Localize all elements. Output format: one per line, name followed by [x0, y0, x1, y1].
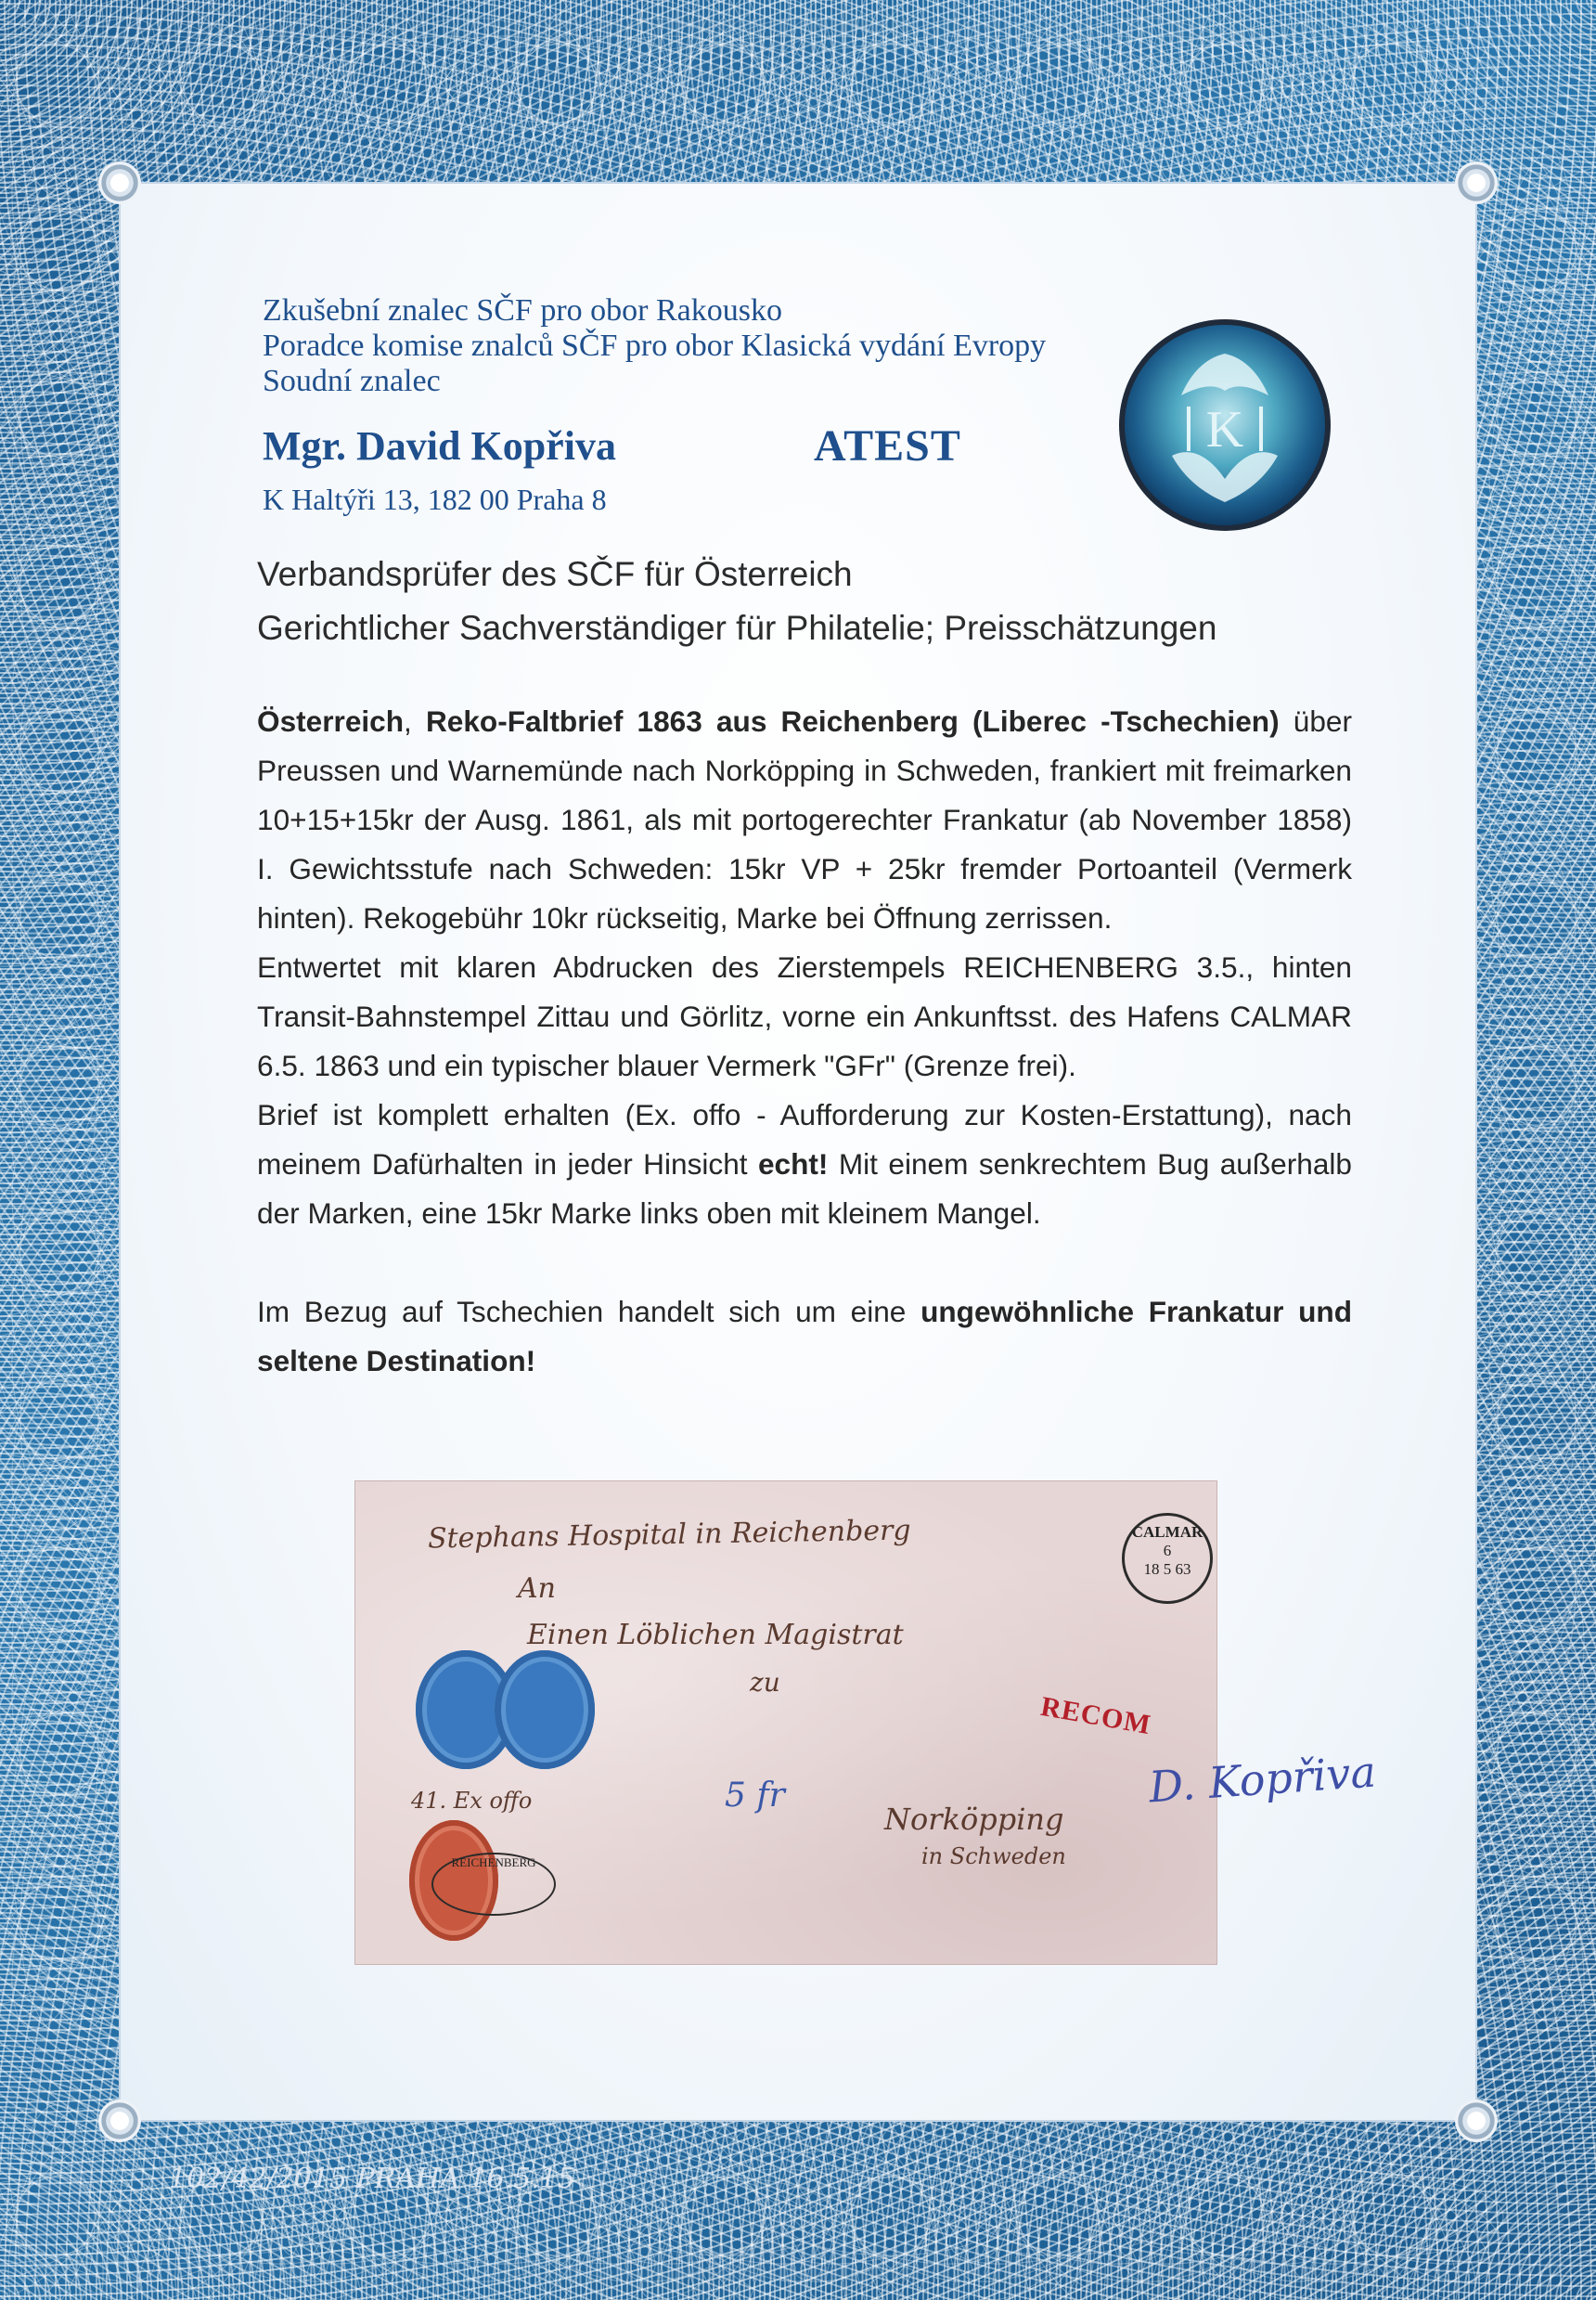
- corner-rosette: [1455, 2100, 1498, 2142]
- cover-zu: zu: [750, 1667, 780, 1698]
- guilloche-rosette: [773, 2099, 1009, 2300]
- country-heading: Österreich: [257, 704, 405, 738]
- cover-photo: [355, 1481, 1216, 1964]
- guilloche-rosette: [606, 0, 842, 201]
- guilloche-rosette: [940, 2099, 1176, 2300]
- guilloche-rosette: [272, 0, 508, 201]
- cancel-text: REICHENBERG: [451, 1855, 536, 1869]
- license-line-1: Verbandsprüfer des SČF für Österreich: [257, 555, 853, 593]
- postmark-town: CALMAR: [1131, 1523, 1203, 1541]
- expert-name: Mgr. David Kopřiva: [263, 423, 616, 469]
- guilloche-rosette: [272, 2099, 508, 2300]
- guilloche-rosette: [105, 0, 341, 201]
- guilloche-rosette: [940, 0, 1176, 201]
- rarity-highlight: ungewöhnliche Frankatur und seltene Destination!: [257, 1295, 1353, 1377]
- postmark-date: 18 5 63: [1143, 1560, 1191, 1578]
- stamp-15kr-blue: [495, 1650, 595, 1769]
- seal-letter: K: [1205, 401, 1244, 459]
- text-span: über Preussen und Warnemünde nach Norköpping in Schweden, frankiert mit freimarken 10+15+15kr der Ausg. 1861, als mit portogerechter Frankatur (ab November 1858) I. Gewichtsstufe nach Schweden: 15kr VP + 25kr fremder Portoanteil (Vermerk hinten). Rekogebühr 10kr rückseitig, Marke bei Öffnung zerrissen.: [257, 704, 1352, 935]
- cover-an: An: [518, 1572, 556, 1605]
- genuine-verdict: echt!: [757, 1147, 829, 1181]
- paragraph-condition: [257, 1091, 1352, 1238]
- expert-address: K Haltýři 13, 182 00 Praha 8: [263, 483, 607, 516]
- calmar-postmark: [1122, 1513, 1213, 1604]
- certificate-body: [257, 697, 1352, 1386]
- cover-destination: Norköpping: [884, 1802, 1064, 1837]
- guilloche-rosette: [439, 2099, 675, 2300]
- certificate-title: ATEST: [814, 421, 961, 471]
- corner-rosette: [98, 162, 141, 204]
- item-heading: Reko-Faltbrief 1863 aus Reichenberg (Liberec -Tschechien): [425, 704, 1280, 738]
- text-span: Brief ist komplett erhalten (Ex. offo - Aufforderung zur Kosten-Erstattung), nach meinem Dafürhalten in jeder Hinsicht: [257, 1098, 1352, 1181]
- guilloche-rosette: [0, 2099, 174, 2300]
- text-span: Mit einem senkrechtem Bug außerhalb der Marken, eine 15kr Marke links oben mit kleinem Mangel.: [257, 1147, 1352, 1230]
- corner-rosette: [98, 2100, 141, 2142]
- paragraph-cancellations: Entwertet mit klaren Abdrucken des Zierstempels REICHENBERG 3.5., hinten Transit-Bahnstempel Zittau und Görlitz, vorne ein Ankunftsst. des Hafens CALMAR 6.5. 1863 und ein typischer blauer Vermerk "GFr" (Grenze frei).: [257, 950, 1352, 1082]
- corner-rosette: [1455, 162, 1498, 204]
- license-line-2: Gerichtlicher Sachverständiger für Philatelie; Preisschätzungen: [257, 609, 1217, 647]
- guilloche-rosette: [439, 0, 675, 201]
- guilloche-rosette: [1107, 0, 1343, 201]
- text-span: ,: [404, 704, 426, 738]
- expert-credential-2: Poradce komise znalců SČF pro obor Klasická vydání Evropy: [263, 329, 1047, 363]
- text-span: Im Bezug auf Tschechien handelt sich um eine: [257, 1295, 921, 1328]
- paragraph-description: [257, 697, 1352, 943]
- paragraph-rarity: [257, 1287, 1352, 1386]
- recom-marking: RECOM: [1038, 1690, 1154, 1741]
- expert-signature: D. Kopřiva: [1147, 1746, 1378, 1813]
- hologram-seal-icon: [1116, 317, 1333, 534]
- postmark-day: 6: [1163, 1542, 1172, 1559]
- reichenberg-cancel: [431, 1853, 556, 1916]
- expert-credential-1: Zkušební znalec SČF pro obor Rakousko: [263, 293, 782, 328]
- guilloche-rosette: [773, 0, 1009, 201]
- blue-gfr-mark: 5 fr: [725, 1777, 785, 1815]
- cover-sender: Stephans Hospital in Reichenberg: [427, 1514, 911, 1556]
- guilloche-rosette: [105, 2099, 341, 2300]
- cover-addressee: Einen Löblichen Magistrat: [527, 1619, 904, 1651]
- registration-note: 102/42/2015 PRAHA 16.5.15: [169, 2163, 575, 2195]
- guilloche-rosette: [606, 2099, 842, 2300]
- expert-credential-3: Soudní znalec: [263, 364, 441, 398]
- cover-ex-offo: 41. Ex offo: [411, 1788, 533, 1814]
- guilloche-rosette: [1107, 2099, 1343, 2300]
- cover-country: in Schweden: [921, 1843, 1066, 1869]
